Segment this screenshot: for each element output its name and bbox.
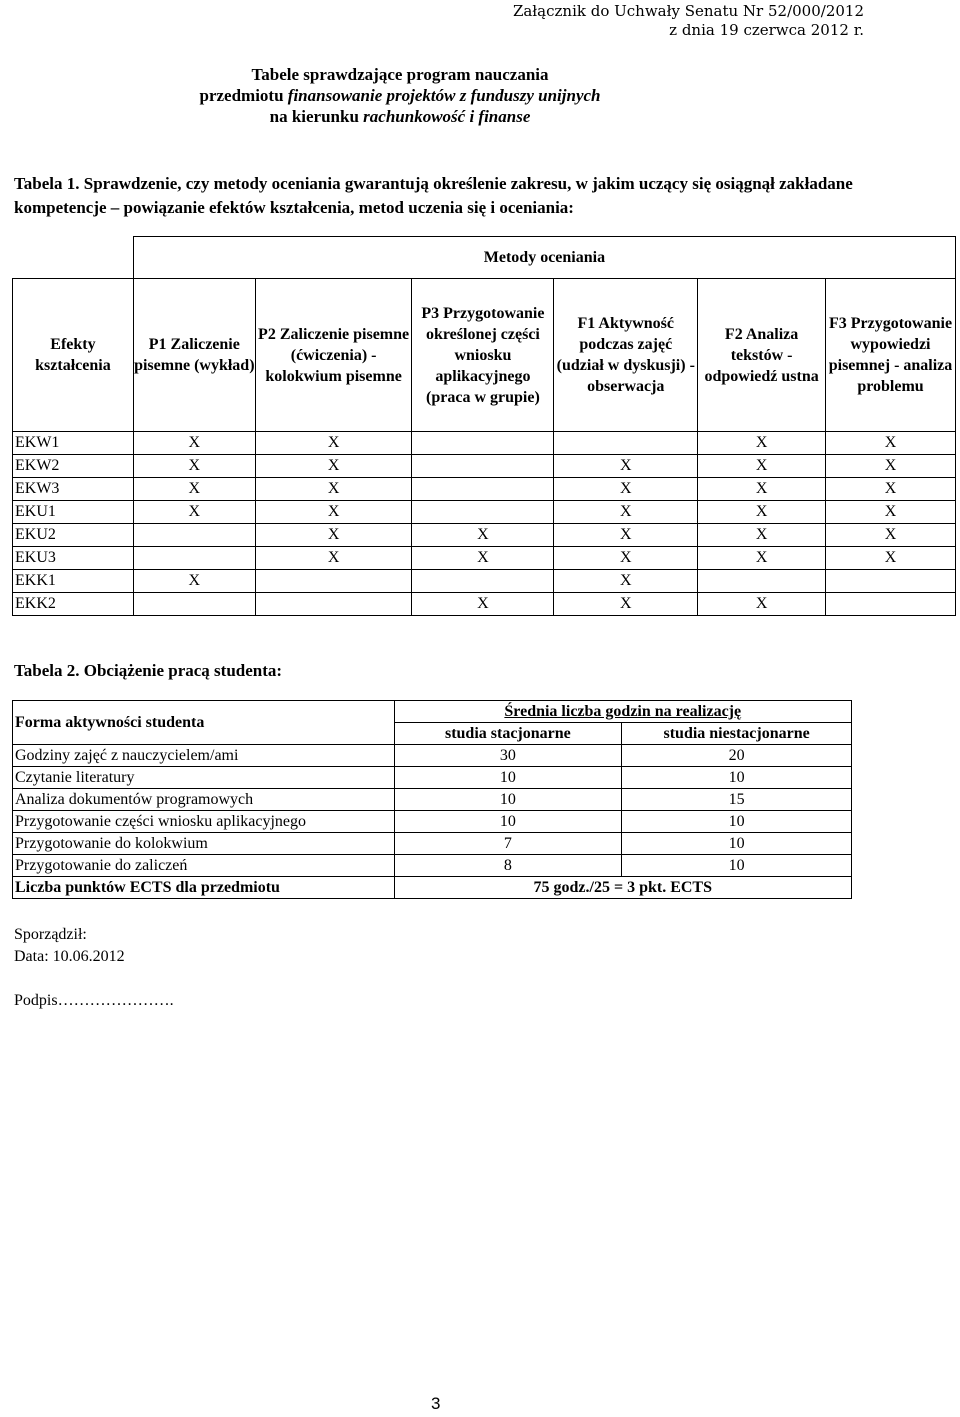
- hours-stacjonarne: 30: [394, 745, 622, 767]
- effect-label: EKU2: [13, 524, 134, 547]
- heading-line-2: [160, 85, 640, 106]
- table-cell: X: [826, 547, 956, 570]
- table-row: [13, 855, 852, 877]
- heading-line-2-prefix: przedmiotu: [199, 86, 288, 105]
- hours-stacjonarne: 10: [394, 811, 622, 833]
- field-of-study: rachunkowość i finanse: [363, 107, 531, 126]
- table-row: [13, 745, 852, 767]
- page-number: 3: [431, 1394, 441, 1413]
- table-row: [13, 547, 956, 570]
- table-cell: X: [255, 547, 412, 570]
- table-cell: [255, 570, 412, 593]
- assessment-methods-table: [12, 236, 956, 616]
- table1-col-f3: F3 Przygotowanie wypowiedzi pisemnej - analiza problemu: [826, 279, 956, 432]
- table-row: [13, 767, 852, 789]
- effect-label: EKK2: [13, 593, 134, 616]
- table2-group-header: [394, 701, 852, 723]
- table-row: [13, 455, 956, 478]
- workload-table: [12, 700, 852, 899]
- table-row: [13, 789, 852, 811]
- table-row: [13, 593, 956, 616]
- table-cell: [133, 593, 255, 616]
- table-cell: X: [698, 478, 826, 501]
- course-name: finansowanie projektów z funduszy unijnych: [287, 86, 601, 105]
- table-cell: X: [554, 570, 698, 593]
- table-cell: X: [133, 501, 255, 524]
- signature-line: Podpis………………….: [14, 992, 174, 1009]
- table-cell: X: [554, 593, 698, 616]
- table-cell: X: [826, 501, 956, 524]
- table-cell: X: [554, 547, 698, 570]
- table1-empty-corner: [13, 237, 134, 279]
- table1-col-f1: F1 Aktywność podczas zajęć (udział w dyskusji) - obserwacja: [554, 279, 698, 432]
- table-cell: [255, 593, 412, 616]
- effect-label: EKK1: [13, 570, 134, 593]
- table-cell: X: [255, 455, 412, 478]
- table-cell: X: [698, 593, 826, 616]
- table-cell: X: [826, 524, 956, 547]
- table-cell: X: [133, 570, 255, 593]
- table-cell: [826, 570, 956, 593]
- effect-label: EKW2: [13, 455, 134, 478]
- hours-stacjonarne: 10: [394, 767, 622, 789]
- table-cell: X: [698, 432, 826, 455]
- table2-group-header-text: Średnia liczba godzin na realizację: [504, 702, 742, 720]
- ects-total-label: Liczba punktów ECTS dla przedmiotu: [13, 877, 395, 899]
- table-cell: X: [255, 501, 412, 524]
- hours-stacjonarne: 10: [394, 789, 622, 811]
- activity-label: Analiza dokumentów programowych: [13, 789, 395, 811]
- table-cell: X: [133, 432, 255, 455]
- effect-label: EKU3: [13, 547, 134, 570]
- table-cell: X: [554, 478, 698, 501]
- annex-line-1: Załącznik do Uchwały Senatu Nr 52/000/2012: [512, 2, 864, 20]
- hours-niestacjonarne: 10: [622, 855, 852, 877]
- document-heading: [160, 64, 640, 127]
- table-cell: X: [698, 501, 826, 524]
- effect-label: EKW3: [13, 478, 134, 501]
- table-cell: X: [255, 432, 412, 455]
- table-cell: [554, 432, 698, 455]
- hours-stacjonarne: 7: [394, 833, 622, 855]
- table-cell: X: [412, 547, 554, 570]
- table1-group-header: Metody oceniania: [133, 237, 955, 279]
- table-cell: X: [255, 524, 412, 547]
- table-row: [13, 478, 956, 501]
- table-cell: X: [412, 524, 554, 547]
- table1-title: Tabela 1. Sprawdzenie, czy metody oceniania gwarantują określenie zakresu, w jakim uczący się osiągnął zakładane kompetencje – powiązanie efektów kształcenia, metod uczenia się i oceniania:: [14, 174, 853, 217]
- table-cell: X: [554, 524, 698, 547]
- table-cell: [133, 524, 255, 547]
- hours-niestacjonarne: 15: [622, 789, 852, 811]
- table-cell: [412, 455, 554, 478]
- table-cell: [412, 478, 554, 501]
- table1-col-p3: P3 Przygotowanie określonej części wniosku aplikacyjnego (praca w grupie): [412, 279, 554, 432]
- activity-label: Przygotowanie do zaliczeń: [13, 855, 395, 877]
- heading-line-3-prefix: na kierunku: [269, 107, 364, 126]
- activity-label: Przygotowanie części wniosku aplikacyjnego: [13, 811, 395, 833]
- ects-total-value: 75 godz./25 = 3 pkt. ECTS: [394, 877, 852, 899]
- table-row-total: [13, 877, 852, 899]
- table-cell: X: [412, 593, 554, 616]
- table2-col-niestacjonarne: studia niestacjonarne: [622, 723, 852, 745]
- hours-niestacjonarne: 20: [622, 745, 852, 767]
- table-cell: X: [698, 455, 826, 478]
- activity-label: Czytanie literatury: [13, 767, 395, 789]
- table-cell: X: [826, 432, 956, 455]
- table1-col-p2: P2 Zaliczenie pisemne (ćwiczenia) - kolokwium pisemne: [255, 279, 412, 432]
- activity-label: Godziny zajęć z nauczycielem/ami: [13, 745, 395, 767]
- table-cell: X: [133, 455, 255, 478]
- table2-col-stacjonarne: studia stacjonarne: [394, 723, 622, 745]
- table-row: [13, 524, 956, 547]
- annex-line-2: z dnia 19 czerwca 2012 r.: [669, 21, 864, 39]
- table-cell: X: [698, 547, 826, 570]
- hours-stacjonarne: 8: [394, 855, 622, 877]
- prepared-date: Data: 10.06.2012: [14, 948, 125, 965]
- table-cell: X: [826, 455, 956, 478]
- table-row: [13, 833, 852, 855]
- hours-niestacjonarne: 10: [622, 767, 852, 789]
- table-cell: X: [554, 501, 698, 524]
- table-row: [13, 432, 956, 455]
- table-row: [13, 811, 852, 833]
- table-row: [13, 501, 956, 524]
- hours-niestacjonarne: 10: [622, 811, 852, 833]
- heading-line-3: [160, 106, 640, 127]
- table-cell: X: [133, 478, 255, 501]
- hours-niestacjonarne: 10: [622, 833, 852, 855]
- table-cell: [412, 570, 554, 593]
- table1-col-p1: P1 Zaliczenie pisemne (wykład): [133, 279, 255, 432]
- table1-col-effects: Efekty kształcenia: [13, 279, 134, 432]
- heading-line-1: Tabele sprawdzające program nauczania: [251, 65, 549, 84]
- table1-col-f2: F2 Analiza tekstów - odpowiedź ustna: [698, 279, 826, 432]
- table-cell: X: [698, 524, 826, 547]
- table-cell: X: [255, 478, 412, 501]
- table-cell: [412, 501, 554, 524]
- activity-label: Przygotowanie do kolokwium: [13, 833, 395, 855]
- table-cell: [826, 593, 956, 616]
- table2-col-activity: Forma aktywności studenta: [13, 701, 395, 745]
- table-cell: [133, 547, 255, 570]
- table2-title: Tabela 2. Obciążenie pracą studenta:: [14, 661, 283, 680]
- effect-label: EKU1: [13, 501, 134, 524]
- table-cell: [698, 570, 826, 593]
- table-row: [13, 570, 956, 593]
- prepared-by: Sporządził:: [14, 926, 87, 943]
- table-cell: X: [554, 455, 698, 478]
- effect-label: EKW1: [13, 432, 134, 455]
- table-cell: X: [826, 478, 956, 501]
- annex-header: [513, 2, 864, 40]
- table-cell: [412, 432, 554, 455]
